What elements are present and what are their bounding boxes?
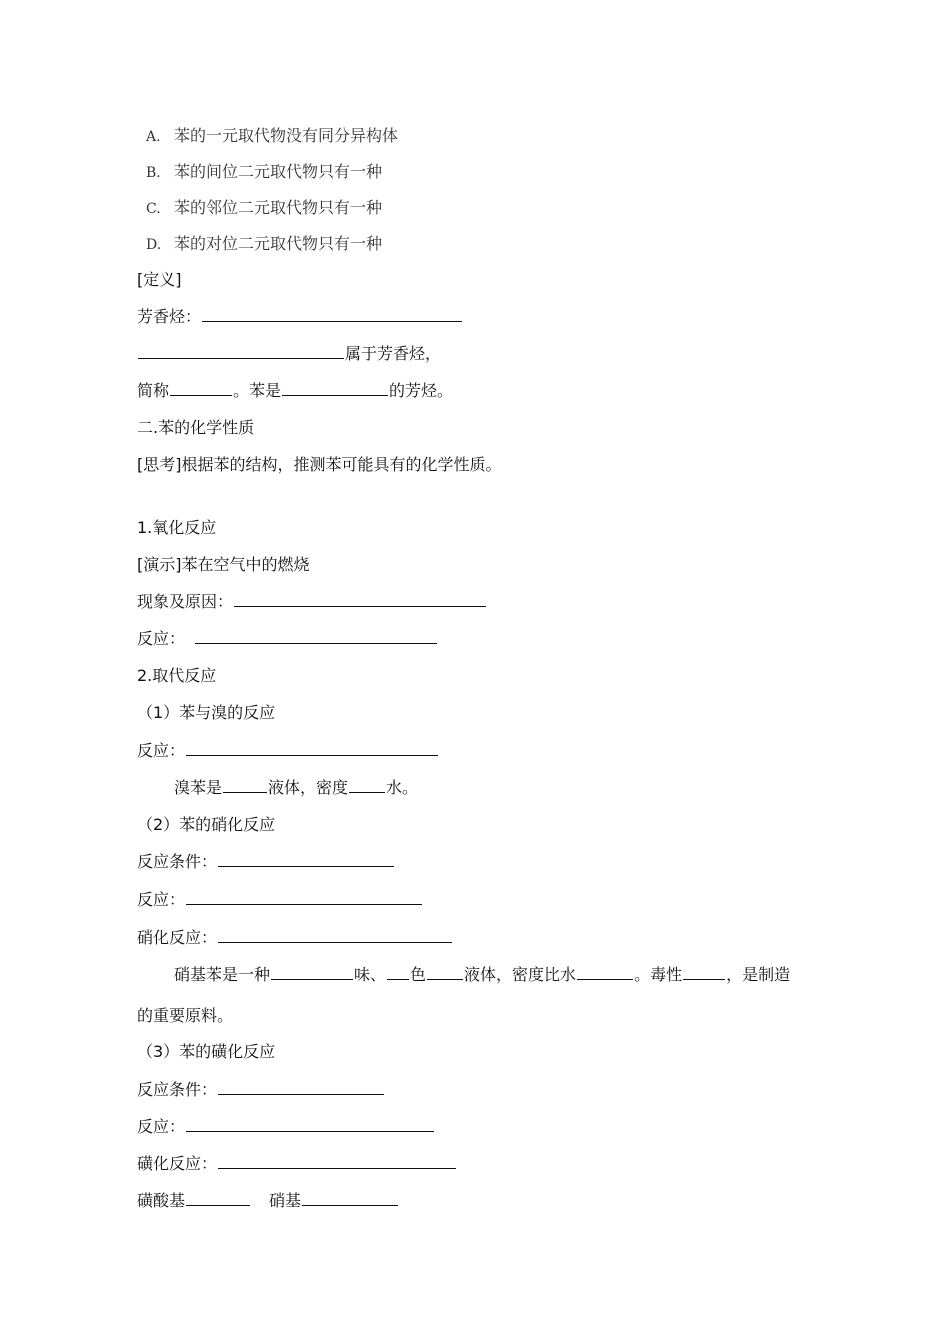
oxidation-demo: [演示]苯在空气中的燃烧 [137,555,310,574]
bromine-reaction-line [137,739,439,763]
sulfonation-reaction-line-2 [137,1152,457,1176]
density-blank[interactable] [577,963,633,980]
sulfonation-reaction-blank[interactable] [186,1115,434,1132]
reaction-label: 反应： [137,890,186,909]
nitration-condition-blank[interactable] [218,850,394,867]
bromine-reaction-blank[interactable] [186,739,438,756]
belongs-line [137,342,441,366]
nitration-title: （2）苯的硝化反应 [137,815,276,834]
option-a [146,124,398,148]
sulfonation-condition-line [137,1078,385,1102]
simplest-text: 的芳烃。 [389,381,454,400]
option-text: 苯的一元取代物没有同分异构体 [174,126,399,145]
sulfonation-title: （3）苯的磺化反应 [137,1042,276,1061]
nitrobenzene-text-6: ，是制造 [726,965,791,984]
substitution-title: 2.取代反应 [137,666,217,685]
abbr-blank[interactable] [170,379,232,396]
reaction-label: 反应： [137,741,186,760]
simplest-blank[interactable] [282,379,388,396]
nitration-label: 硝化反应： [137,928,218,947]
nitro-blank[interactable] [302,1189,398,1206]
bromobenzene-text-2: 液体，密度 [268,778,349,797]
definition-heading: [定义] [137,270,182,289]
section-2-title: 二.苯的化学性质 [137,418,255,437]
phenomenon-blank[interactable] [234,590,486,607]
think-prompt: [思考]根据苯的结构，推测苯可能具有的化学性质。 [137,455,502,474]
nitration-condition-line [137,850,395,874]
option-letter: C. [146,201,161,217]
nitration-reaction-blank[interactable] [186,888,422,905]
sulfonation-equation-blank[interactable] [218,1152,456,1169]
reaction-label: 反应： [137,1117,186,1136]
oxidation-reaction-line [137,627,438,651]
groups-line [137,1189,399,1213]
option-letter: D. [146,237,162,253]
nitration-reaction-line-2 [137,926,453,950]
toxicity-blank[interactable] [683,963,725,980]
nitrobenzene-text-1: 硝基苯是一种 [174,965,271,984]
color-blank[interactable] [387,963,409,980]
condition-label: 反应条件： [137,852,218,871]
oxidation-title: 1.氧化反应 [137,518,217,537]
belongs-text: 属于芳香烃， [345,344,442,363]
bromine-title: （1）苯与溴的反应 [137,703,276,722]
option-text: 苯的间位二元取代物只有一种 [174,162,383,181]
sulfonic-label: 磺酸基 [137,1191,186,1210]
sulfonation-condition-blank[interactable] [218,1078,384,1095]
option-text: 苯的对位二元取代物只有一种 [174,234,383,253]
state-blank[interactable] [427,963,463,980]
bromobenzene-text-1: 溴苯是 [174,778,223,797]
abbr-label: 简称 [137,381,170,400]
option-b [146,160,382,184]
belongs-blank[interactable] [138,342,344,359]
nitrobenzene-text-2: 味、 [354,965,387,984]
sulfonic-blank[interactable] [186,1189,250,1206]
option-c [146,196,382,220]
option-d [146,232,382,256]
benzene-is-text: 。苯是 [233,381,282,400]
phenomenon-label: 现象及原因： [137,592,234,611]
nitration-equation-blank[interactable] [218,926,452,943]
oxidation-reaction-blank[interactable] [195,627,437,644]
option-text: 苯的邻位二元取代物只有一种 [174,198,383,217]
nitration-reaction-line [137,888,423,912]
condition-label: 反应条件： [137,1080,218,1099]
nitrobenzene-text-5: 。毒性 [634,965,683,984]
nitrobenzene-line [174,963,790,987]
reaction-label: 反应： [137,629,186,648]
bromobenzene-density-blank[interactable] [349,776,385,793]
bromobenzene-text-3: 水。 [386,778,419,797]
bromobenzene-state-blank[interactable] [223,776,267,793]
aromatic-blank[interactable] [202,305,462,322]
abbreviation-line [137,379,453,403]
sulfonation-label: 磺化反应： [137,1154,218,1173]
bromobenzene-line [174,776,418,800]
sulfonation-reaction-line [137,1115,435,1139]
phenomenon-line [137,590,487,614]
nitrobenzene-text-3: 色 [410,965,427,984]
nitro-label: 硝基 [269,1191,302,1210]
smell-blank[interactable] [271,963,353,980]
nitrobenzene-line-2: 的重要原料。 [137,1006,234,1025]
aromatic-label: 芳香烃： [137,307,202,326]
aromatic-definition-line [137,305,463,329]
nitrobenzene-text-4: 液体，密度比水 [464,965,577,984]
option-letter: B. [146,165,161,181]
option-letter: A. [146,129,161,145]
